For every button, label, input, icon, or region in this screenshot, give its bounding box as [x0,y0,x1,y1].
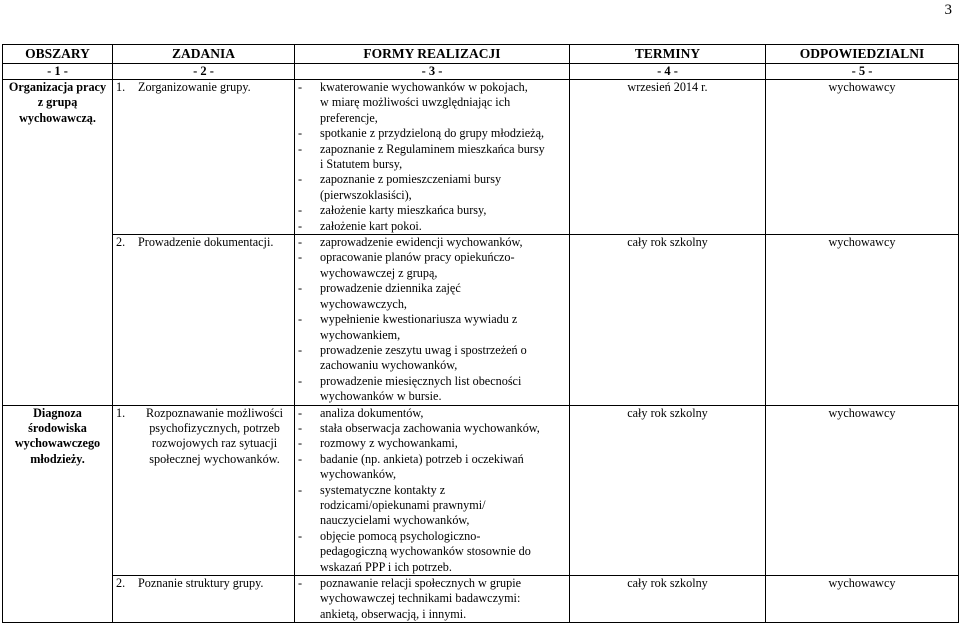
form-item-line: prowadzenie miesięcznych list obecności [320,373,522,388]
form-item-text [320,436,566,451]
header-tasks: ZADANIA [113,45,295,64]
header-row [3,45,959,64]
form-item [298,142,566,173]
bullet-marker: - [298,312,303,327]
form-item-line: analiza dokumentów, [320,405,424,420]
form-item [298,203,566,218]
column-number-row [3,64,959,80]
form-item-text [320,80,566,126]
task-text: Rozpoznawanie możliwości psychofizycznych, potrzeb rozwojowych raz sytuacji społecznej wychowanków. [145,405,284,466]
table-row [3,405,959,575]
forms-cell [295,235,570,405]
task-cell [113,80,295,235]
forms-cell [295,405,570,575]
form-item-text [320,203,566,218]
bullet-marker: - [298,405,303,420]
form-item-line: i Statutem bursy, [320,157,403,172]
form-item-text [320,421,566,436]
task-text: Poznanie struktury grupy. [138,576,264,590]
form-item-line: kwaterowanie wychowanków w pokojach, [320,80,528,94]
form-item-line: zaprowadzenie ewidencji wychowanków, [320,235,523,250]
table-row [3,235,959,405]
bullet-marker: - [298,80,303,94]
form-item-line: zachowaniu wychowanków, [320,358,458,373]
area-cell: Diagnoza środowiska wychowawczego młodzieży. [3,405,113,623]
form-item [298,172,566,203]
task-cell [113,405,295,575]
bullet-marker: - [298,420,303,435]
form-item [298,343,566,374]
bullet-marker: - [298,235,303,250]
bullet-marker: - [298,373,303,388]
form-item-line: w miarę możliwości uwzględniając ich [320,95,511,110]
task-number: 1. [116,405,126,420]
form-item [298,250,566,281]
task-text: Zorganizowanie grupy. [138,80,251,94]
term-cell: cały rok szkolny [570,235,766,405]
form-item-text [320,529,566,575]
form-item-line: wskazań PPP i ich potrzeb. [320,559,452,574]
col-number-5: - 5 - [766,64,959,80]
form-item [298,80,566,126]
form-item-line: rodzicami/opiekunami prawnymi/ [320,497,486,512]
plan-table [2,44,959,623]
form-item-line: prowadzenie dziennika zajęć [320,281,461,296]
bullet-marker: - [298,141,303,156]
form-item-line: zapoznanie z pomieszczeniami bursy [320,172,502,187]
bullet-marker: - [298,576,303,590]
form-item-line: wypełnienie kwestionariusza wywiadu z [320,312,518,327]
task-number: 1. [116,80,126,94]
form-item [298,406,566,421]
bullet-marker: - [298,451,303,466]
forms-cell [295,576,570,623]
form-item-text [320,312,566,343]
col-number-2: - 2 - [113,64,295,80]
form-item-text [320,250,566,281]
bullet-marker: - [298,126,303,141]
task-number: 2. [116,576,126,590]
term-cell: cały rok szkolny [570,576,766,623]
col-number-1: - 1 - [3,64,113,80]
term-cell: cały rok szkolny [570,405,766,575]
header-responsible: ODPOWIEDZIALNI [766,45,959,64]
form-item-text [320,576,566,622]
header-terms: TERMINY [570,45,766,64]
form-item-text [320,374,566,405]
form-item-text [320,126,566,141]
form-item-line: prowadzenie zeszytu uwag i spostrzeżeń o [320,342,527,357]
col-number-4: - 4 - [570,64,766,80]
form-item [298,126,566,141]
form-item-line: preferencje, [320,110,378,125]
bullet-marker: - [298,250,303,265]
form-item-text [320,452,566,483]
form-item-line: założenie kart pokoi. [320,218,422,233]
form-item-text [320,281,566,312]
form-item-line: wychowanków, [320,467,397,482]
table-row [3,576,959,623]
form-item [298,436,566,451]
form-item-text [320,219,566,234]
form-item-line: stała obserwacja zachowania wychowanków, [320,420,540,435]
form-item-text [320,483,566,529]
form-item-line: opracowanie planów pracy opiekuńczo- [320,250,515,265]
form-item-line: wychowawczych, [320,296,407,311]
forms-cell [295,80,570,235]
form-item-line: pedagogiczną wychowanków stosownie do [320,544,531,559]
bullet-marker: - [298,342,303,357]
header-areas: OBSZARY [3,45,113,64]
form-item [298,529,566,575]
responsible-cell: wychowawcy [766,405,959,575]
form-item-line: nauczycielami wychowanków, [320,513,470,528]
task-number: 2. [116,235,126,250]
form-item [298,219,566,234]
task-text: Prowadzenie dokumentacji. [138,235,274,250]
form-item-line: objęcie pomocą psychologiczno- [320,528,481,543]
form-item-line: wychowanków w bursie. [320,389,442,404]
responsible-cell: wychowawcy [766,80,959,235]
task-cell [113,576,295,623]
form-item-line: systematyczne kontakty z [320,482,446,497]
form-item [298,483,566,529]
form-item [298,281,566,312]
term-cell: wrzesień 2014 r. [570,80,766,235]
form-item-line: założenie karty mieszkańca bursy, [320,203,487,218]
bullet-marker: - [298,218,303,233]
form-item-line: wychowawczej z grupą, [320,265,438,280]
form-item-line: badanie (np. ankieta) potrzeb i oczekiwań [320,451,524,466]
form-item-line: wychowawczej technikami badawczymi: [320,591,521,606]
responsible-cell: wychowawcy [766,235,959,405]
form-item [298,421,566,436]
form-item [298,312,566,343]
bullet-marker: - [298,482,303,497]
table-row [3,80,959,235]
form-item [298,374,566,405]
form-item [298,452,566,483]
header-forms: FORMY REALIZACJI [295,45,570,64]
col-number-3: - 3 - [295,64,570,80]
form-item-text [320,235,566,250]
form-item-text [320,343,566,374]
form-item-line: (pierwszoklasiści), [320,187,412,202]
bullet-marker: - [298,281,303,296]
form-item-text [320,406,566,421]
bullet-marker: - [298,203,303,218]
form-item-line: ankietą, obserwacją, i innymi. [320,606,467,621]
bullet-marker: - [298,528,303,543]
bullet-marker: - [298,436,303,451]
area-cell: Organizacja pracy z grupą wychowawczą. [3,80,113,406]
form-item-text [320,172,566,203]
form-item-line: poznawanie relacji społecznych w grupie [320,576,522,590]
form-item-line: zapoznanie z Regulaminem mieszkańca bursy [320,141,545,156]
responsible-cell: wychowawcy [766,576,959,623]
bullet-marker: - [298,172,303,187]
form-item [298,576,566,622]
form-item-line: wychowankiem, [320,327,401,342]
task-cell [113,235,295,405]
form-item-line: spotkanie z przydzieloną do grupy młodzieżą, [320,126,545,141]
form-item [298,235,566,250]
form-item-line: rozmowy z wychowankami, [320,436,458,451]
form-item-text [320,142,566,173]
page-number: 3 [944,2,952,18]
